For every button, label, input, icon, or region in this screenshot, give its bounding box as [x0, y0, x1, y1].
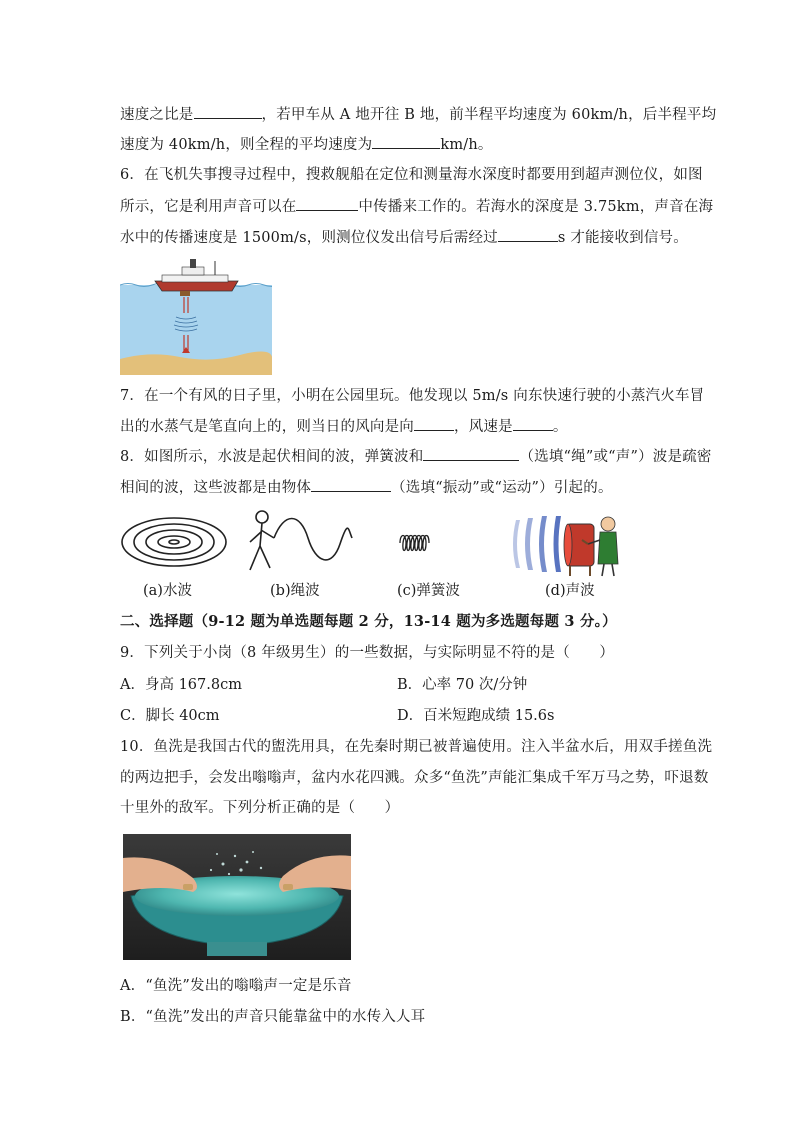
q10-option-a: A．“鱼洗”发出的嗡嗡声一定是乐音	[120, 978, 352, 994]
q5-line-1: 速度之比是 ，若甲车从 A 地开往 B 地，前半程平均速度为 60km/h，后半程平均	[120, 104, 716, 125]
answer-blank	[513, 416, 553, 431]
q6-line-3: 水中的传播速度是 1500m/s，则测位仪发出信号后需经过 s 才能接收到信号。	[120, 227, 688, 248]
q6-line-2: 所示，它是利用声音可以在 中传播来工作的。若海水的深度是 3.75km，声音在海	[120, 196, 713, 217]
answer-blank	[296, 196, 358, 211]
caption-spring-wave: (c)弹簧波	[397, 583, 460, 599]
q6-line-1: 6．在飞机失事搜寻过程中，搜救舰船在定位和测量海水深度时都要用到超声测位仪，如图	[120, 167, 703, 183]
rope-wave-figure	[240, 508, 355, 574]
q10-line-2: 的两边把手，会发出嗡嗡声，盆内水花四溅。众多“鱼洗”声能汇集成千军万马之势，吓退数	[120, 770, 709, 786]
q9-option-b: B．心率 70 次/分钟	[397, 677, 528, 693]
answer-blank	[372, 134, 440, 149]
q7-line-2: 出的水蒸气是笔直向上的，则当日的风向是向 ，风速是 。	[120, 416, 568, 437]
spring-wave-figure	[398, 530, 458, 556]
answer-blank	[194, 104, 262, 119]
q9-option-d: D．百米短跑成绩 15.6s	[397, 708, 555, 724]
answer-blank	[423, 446, 519, 461]
fish-basin-photo	[123, 834, 351, 960]
water-wave-figure	[120, 512, 228, 572]
sonar-ship-figure	[120, 255, 272, 375]
caption-sound-wave: (d)声波	[545, 583, 595, 599]
q5-line-2: 速度为 40km/h，则全程的平均速度为 km/h。	[120, 134, 493, 155]
q9-stem: 9．下列关于小岗（8 年级男生）的一些数据，与实际明显不符的是（ ）	[120, 645, 615, 661]
q10-line-1: 10．鱼洗是我国古代的盥洗用具，在先秦时期已被普遍使用。注入半盆水后，用双手搓鱼洗	[120, 739, 713, 755]
sound-wave-drum-figure	[512, 510, 624, 578]
q9-option-a: A．身高 167.8cm	[120, 677, 242, 693]
caption-water-wave: (a)水波	[143, 583, 192, 599]
answer-blank	[311, 477, 391, 492]
q10-line-3: 十里外的敌军。下列分析正确的是（ ）	[120, 800, 400, 816]
q8-line-1: 8．如图所示，水波是起伏相间的波，弹簧波和 （选填“绳”或“声”）波是疏密	[120, 446, 712, 467]
answer-blank	[414, 416, 454, 431]
q9-option-c: C．脚长 40cm	[120, 708, 220, 724]
answer-blank	[498, 227, 558, 242]
q7-line-1: 7．在一个有风的日子里，小明在公园里玩。他发现以 5m/s 向东快速行驶的小蒸汽火车冒	[120, 388, 705, 404]
q10-option-b: B．“鱼洗”发出的声音只能靠盆中的水传入人耳	[120, 1009, 426, 1025]
section-heading: 二、选择题（9-12 题为单选题每题 2 分，13-14 题为多选题每题 3 分。）	[120, 613, 617, 630]
q8-line-2: 相间的波，这些波都是由物体 （选填“振动”或“运动”）引起的。	[120, 477, 613, 498]
caption-rope-wave: (b)绳波	[270, 583, 320, 599]
